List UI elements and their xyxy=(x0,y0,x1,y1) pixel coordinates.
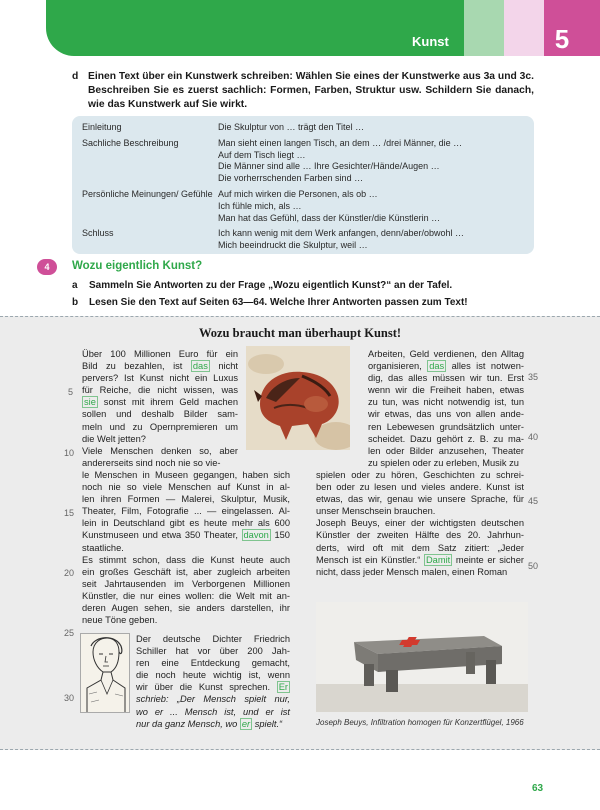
text-column-2-full xyxy=(316,469,524,578)
header-tab-light-green xyxy=(464,0,504,56)
highlighted-word: sie xyxy=(84,397,96,408)
beuys-piano-sculpture-image xyxy=(316,602,528,712)
text-line: len oder Bilder anzusehen, Theater xyxy=(368,445,524,456)
task-d-text: Einen Text über ein Kunstwerk schreiben: Wählen Sie eines der Kunstwerke aus 3a und 3c. Beschreiben Sie es zuerst sachlich: Formen, Farben, Struktur usw. Schildern Sie danach, wie das Kunstwerk auf Sie wirkt. xyxy=(88,71,534,110)
text-line: meln und zu Opernpremieren um xyxy=(82,421,238,432)
task-a-text: Sammeln Sie Antworten zu der Frage „Wozu eigentlich Kunst?“ an der Tafel. xyxy=(89,280,453,291)
phrase-row xyxy=(82,228,524,252)
text-line: für Reiche, die nicht wissen, was xyxy=(82,385,238,396)
text-line: ben oder zu lesen und vieles andere. Kunst ist xyxy=(316,482,524,493)
phrase-label: Sachliche Beschreibung xyxy=(82,137,179,148)
phrase-row xyxy=(82,189,524,224)
highlighted-word: das xyxy=(192,361,208,372)
text-line: organisieren, das alles ist notwen- xyxy=(368,361,524,372)
line-number-50: 50 xyxy=(528,561,539,571)
text-line: scheidet. Dazu gehört z. B. zu ma- xyxy=(368,433,524,444)
line-number-25: 25 xyxy=(64,628,75,638)
text-line: Kunstmuseen und etwa 350 Theater, davon 150 xyxy=(82,530,290,541)
phrase-example-line: Man hat das Gefühl, dass der Künstler/die Künstlerin … xyxy=(218,212,441,223)
reading-title: Wozu braucht man überhaupt Kunst! xyxy=(198,326,402,340)
text-line: deren Augen sehen, sie anders darstellen, ihr xyxy=(82,603,290,614)
text-line: ren eine Entdeckung gemacht, xyxy=(136,658,290,669)
line-number-5: 5 xyxy=(68,387,74,397)
text-line: sollen und deshalb Bilder sam- xyxy=(82,409,238,420)
phrase-label: Einleitung xyxy=(82,122,122,132)
phrase-label: Schluss xyxy=(82,228,114,239)
text-line: die noch heute wichtig ist, wenn xyxy=(136,670,290,681)
text-line: andererseits sind noch nie so vie- xyxy=(82,457,221,468)
image-caption: Joseph Beuys, Infiltration homogen für Konzertflügel, 1966 xyxy=(316,718,524,727)
schiller-portrait-image xyxy=(80,633,130,713)
text-line: spielen oder zu hören, Geschichten zu schrei- xyxy=(316,470,524,480)
line-number-45: 45 xyxy=(528,496,539,506)
text-line: dig, das alles müssen wir tun. Erst xyxy=(368,373,524,384)
phrase-example-line: Die Männer sind alle … Ihre Gesichter/Hände/Augen … xyxy=(218,161,440,172)
task-d-label: d xyxy=(72,71,79,82)
phrase-example-line: Auf dem Tisch liegt … xyxy=(218,149,306,160)
phrase-examples xyxy=(218,122,524,134)
text-line: Theater, Film, Fotografie ... — eingelassen. Al- xyxy=(82,506,290,517)
text-line: Mensch ist ein Künstler.“ Damit meinte er sicher xyxy=(316,554,524,565)
highlighted-word: Damit xyxy=(425,554,451,565)
chapter-number: 5 xyxy=(554,24,570,54)
text-line: die Welt jetten? xyxy=(82,433,146,444)
phrase-example-line: Ich kann wenig mit dem Werk anfangen, denn/aber/obwohl … xyxy=(218,228,464,239)
task-b-label: b xyxy=(72,297,79,308)
text-line: noch nie so viele Menschen auf Kunst in al- xyxy=(82,482,290,493)
text-line: etwas, das wir, genau wie unsere Sprache, für xyxy=(316,494,524,505)
text-column-1-full xyxy=(82,469,290,626)
text-line: Es stimmt schon, dass die Kunst heute auch xyxy=(82,554,290,565)
phrase-label: Persönliche Meinungen/ Gefühle xyxy=(82,188,213,199)
phrase-examples xyxy=(218,189,524,224)
task-b-text: Lesen Sie den Text auf Seiten 63—64. Welche Ihrer Antworten passen zum Text! xyxy=(89,297,468,308)
phrase-example-line: Die vorherrschenden Farben sind … xyxy=(218,173,364,184)
text-line: nicht, dass jeder Mensch malen, einen Roman xyxy=(316,566,508,577)
phrase-example-line: Ich fühle mich, als … xyxy=(218,200,302,211)
text-line: len ihren Formen — Malerei, Skulptur, Musik, xyxy=(82,494,290,505)
text-line: le Menschen in Museen gegangen, haben sich xyxy=(82,470,290,480)
exercise-title: Wozu eigentlich Kunst? xyxy=(72,260,203,272)
text-line: pervers? Ist Kunst nicht ein Luxus xyxy=(82,373,238,384)
text-line: unser Menschsein brauchen. xyxy=(316,506,436,517)
text-line: lein in Deutschland gibt es heute mehr als 600 xyxy=(82,518,290,529)
text-line: seit Jahrtausenden im Verborgenen Millionen xyxy=(82,578,290,589)
text-line: zu tun, was nicht notwendig ist, tun xyxy=(368,397,524,408)
text-line: ein großes Geschäft ist, aber zugleich arbeiten xyxy=(82,566,290,577)
text-line: Künstler, die nur eines wollen: die Welt mit an- xyxy=(82,590,290,601)
header-green-bar xyxy=(46,0,464,56)
section-title: Kunst xyxy=(412,34,449,49)
text-line: staatliche. xyxy=(82,542,124,553)
phrase-row xyxy=(82,138,524,185)
text-line: Arbeiten, Geld verdienen, den Alltag xyxy=(368,349,524,359)
task-d xyxy=(72,70,534,112)
cave-painting-bison-image xyxy=(246,346,350,450)
phrase-example-line: Man sieht einen langen Tisch, an dem … /drei Männer, die … xyxy=(218,137,463,148)
highlighted-word: Er xyxy=(278,682,288,693)
exercise-number-badge: 4 xyxy=(37,259,57,275)
page-number: 63 xyxy=(532,783,544,794)
phrase-row xyxy=(82,122,524,134)
task-a-label: a xyxy=(72,280,78,291)
highlighted-word: er xyxy=(241,718,251,729)
text-line: wir über die Kunst sprechen. Er xyxy=(136,682,288,693)
phrase-examples xyxy=(218,138,524,185)
phrase-example-line: Auf mich wirken die Personen, als ob … xyxy=(218,188,378,199)
text-line: zu spielen oder zu erleben, Musik zu xyxy=(368,457,519,468)
phrase-box xyxy=(72,116,534,254)
text-line: Bild zu bezahlen, ist das nicht xyxy=(82,361,238,372)
text-line: derts, wird oft mit dem Satz zitiert: „Jeder xyxy=(316,542,524,553)
phrase-examples xyxy=(218,228,524,252)
text-column-2-top xyxy=(368,348,524,469)
highlighted-word: das xyxy=(429,361,445,372)
text-line: schrieb: „Der Mensch spielt nur, xyxy=(136,694,290,705)
text-line: wenn wir die Freiheit haben, etwas xyxy=(368,385,524,396)
line-number-15: 15 xyxy=(64,508,75,518)
text-line: ren Lebewesen grundsätzlich unter- xyxy=(368,421,524,432)
task-b xyxy=(72,297,468,308)
line-number-10: 10 xyxy=(64,448,75,458)
line-number-30: 30 xyxy=(64,693,75,703)
text-line: Schiller hat vor über 200 Jah- xyxy=(136,646,290,657)
phrase-example-line: Die Skulptur von … trägt den Titel … xyxy=(218,122,365,132)
text-column-1-top xyxy=(82,348,238,469)
phrase-example-line: Mich beeindruckt die Skulptur, weil … xyxy=(218,240,368,251)
text-line: Viele Menschen denken so, aber xyxy=(82,445,238,456)
header-tab-light-pink xyxy=(504,0,544,56)
text-column-1-quote xyxy=(136,633,290,730)
text-line: sie sonst mit ihrem Geld machen xyxy=(84,397,238,408)
text-line: Joseph Beuys, einer der wichtigsten deutschen xyxy=(316,518,524,529)
text-line: wo er ... Mensch ist, und er ist xyxy=(136,706,290,717)
text-line: neue Töne geben. xyxy=(82,615,158,626)
text-line: Künstler der zweiten Hälfte des 20. Jahrhun- xyxy=(316,530,524,541)
text-line: Über 100 Millionen Euro für ein xyxy=(82,349,238,359)
line-number-35: 35 xyxy=(528,372,539,382)
text-line: nur da ganz Mensch, wo er spielt.“ xyxy=(136,718,283,729)
line-number-20: 20 xyxy=(64,568,75,578)
text-line: Der deutsche Dichter Friedrich xyxy=(136,634,290,644)
text-line: wir etwas, das uns von allen ande- xyxy=(368,409,524,420)
highlighted-word: davon xyxy=(243,530,269,541)
chapter-header xyxy=(0,0,600,56)
task-a xyxy=(72,280,452,291)
line-number-40: 40 xyxy=(528,432,539,442)
